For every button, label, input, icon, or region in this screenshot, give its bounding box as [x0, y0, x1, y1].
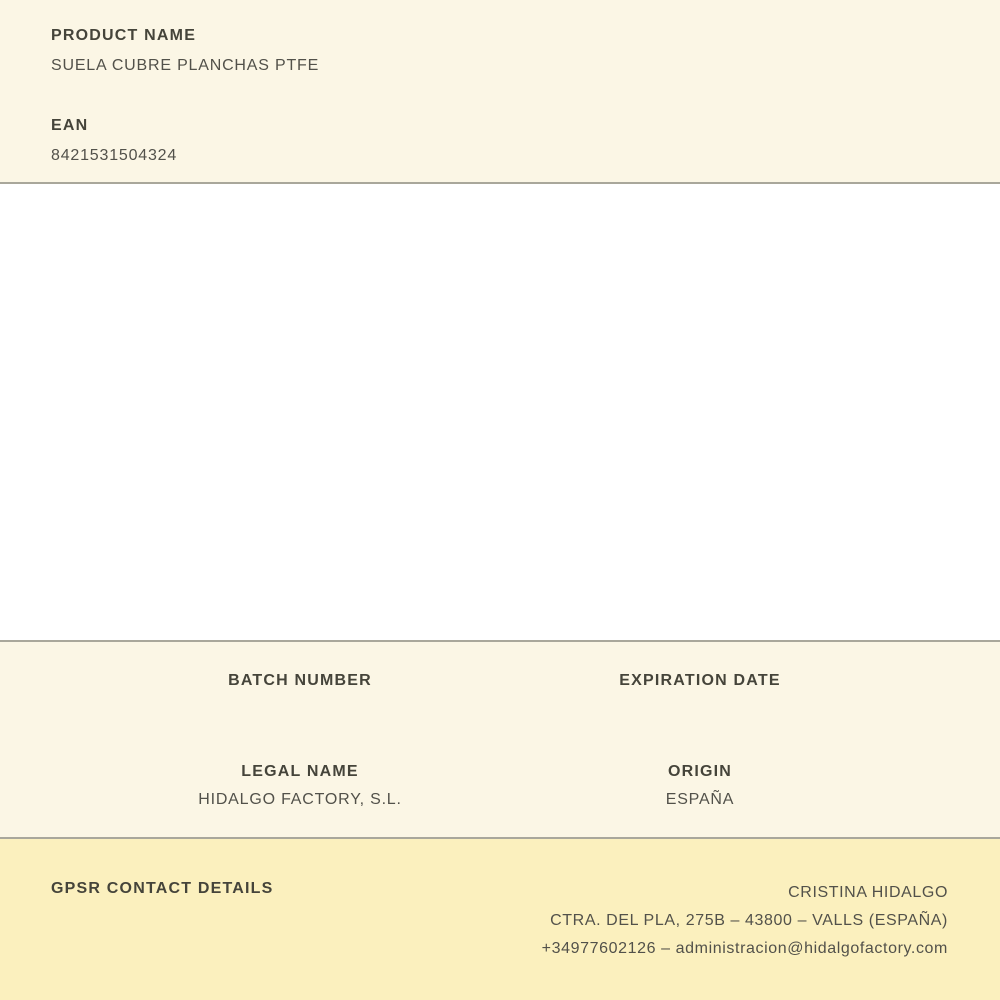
- origin-label: ORIGIN: [667, 763, 733, 780]
- ean-label: EAN: [51, 117, 89, 134]
- details-section: [0, 642, 1000, 839]
- gpsr-contact-title: GPSR CONTACT DETAILS: [51, 880, 274, 897]
- legal-name-label: LEGAL NAME: [241, 763, 359, 780]
- details-grid: [100, 671, 900, 809]
- ean-field: [51, 116, 949, 165]
- batch-number-cell: [100, 671, 500, 718]
- gpsr-contact-section: [0, 839, 1000, 1000]
- expiration-date-cell: [500, 671, 900, 718]
- product-header-section: [0, 0, 1000, 184]
- origin-cell: [500, 762, 900, 809]
- legal-name-value: HIDALGO FACTORY, S.L.: [198, 791, 402, 808]
- gpsr-contact-address: CTRA. DEL PLA, 275B – 43800 – VALLS (ESPAÑA): [550, 912, 948, 929]
- gpsr-contact-phone-email: +34977602126 – administracion@hidalgofactory.com: [541, 940, 948, 957]
- expiration-date-label: EXPIRATION DATE: [619, 672, 781, 689]
- product-name-label: PRODUCT NAME: [51, 27, 197, 44]
- batch-number-label: BATCH NUMBER: [228, 672, 372, 689]
- product-image-area: [0, 184, 1000, 642]
- product-name-field: [51, 26, 949, 75]
- product-name-value: SUELA CUBRE PLANCHAS PTFE: [51, 57, 320, 74]
- legal-name-cell: [100, 762, 500, 809]
- origin-value: ESPAÑA: [665, 791, 735, 808]
- expiration-date-value: [500, 699, 900, 718]
- batch-number-value: [100, 699, 500, 718]
- gpsr-contact-name: CRISTINA HIDALGO: [788, 884, 948, 901]
- gpsr-contact-block: [542, 879, 948, 963]
- ean-value: 8421531504324: [51, 147, 178, 164]
